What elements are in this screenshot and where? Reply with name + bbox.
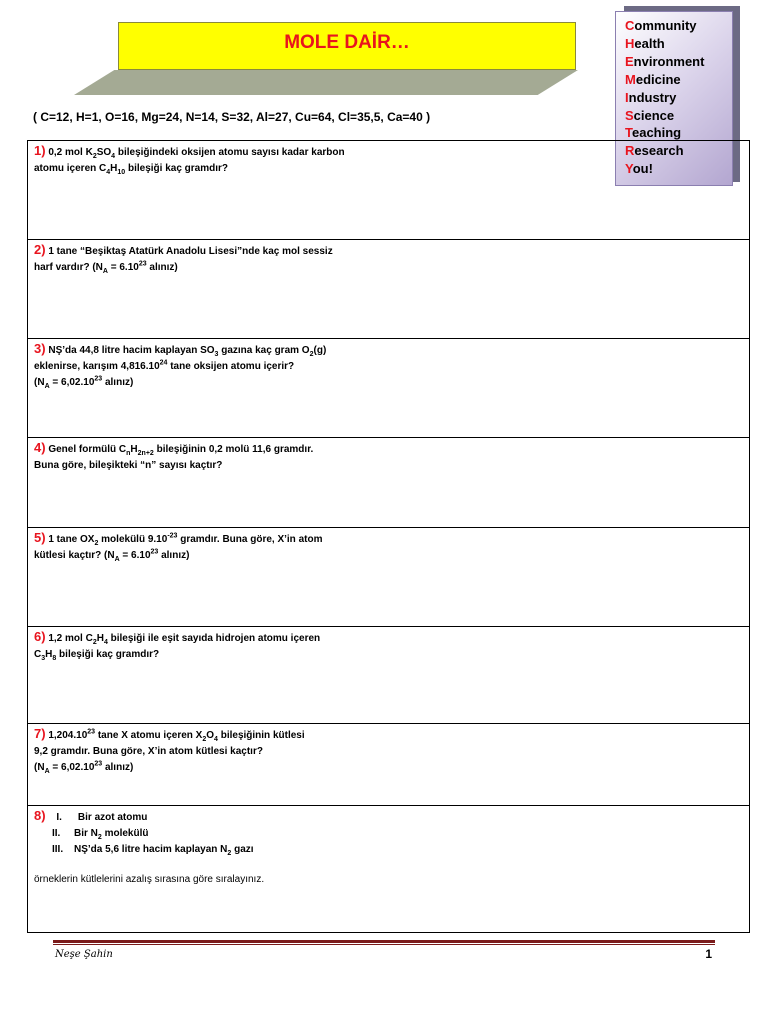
question-number: 1): [34, 143, 46, 158]
acronym-word: Research: [625, 143, 684, 159]
question-box-3: [27, 338, 750, 438]
question-text-8: [34, 808, 434, 888]
question-box-6: [27, 626, 750, 724]
page-title: MOLE DAİR…: [284, 32, 410, 53]
acronym-word: Community: [625, 18, 697, 33]
question-box-4: [27, 437, 750, 528]
atomic-masses-line: ( C=12, H=1, O=16, Mg=24, N=14, S=32, Al=27, Cu=64, Cl=35,5, Ca=40 ): [33, 110, 431, 124]
acronym-word: Science: [625, 107, 675, 123]
question-8-header: 8) I. Bir azot atomu: [34, 808, 148, 823]
title-banner: [118, 22, 576, 70]
question-text-7: 7) 1,204.10$^{23}$ tane X atomu içeren $X_2O_4$ bileşiğinin kütlesi 9,2 gramdır. Buna göre, X’in atom kütlesi kaçtır? ($N_A = 6,02.10^{23}$ alınız): [34, 726, 305, 775]
question-number: 4): [34, 440, 46, 455]
acronym-word: Health: [625, 35, 665, 51]
question-8-instruction: örneklerin kütlelerini azalış sırasına göre sıralayınız.: [34, 874, 265, 885]
page-number: 1: [705, 947, 712, 961]
question-number: 6): [34, 629, 46, 644]
acronym-word: You!: [625, 161, 653, 177]
footer-rule-thin: [53, 944, 715, 945]
question-box-7: [27, 723, 750, 806]
question-text-2: 2) 1 tane “Beşiktaş Atatürk Anadolu Lisesi”nde kaç mol sessiz harf vardır? ($N_A = 6.10^{23}$ alınız): [34, 242, 333, 275]
question-text-5: 5) 1 tane $OX_2$ molekülü $9.10^{-23}$ gramdır. Buna göre, X’in atom kütlesi kaçtır? ($N_A = 6.10^{23}$ alınız): [34, 530, 323, 563]
question-box-1: [27, 140, 750, 240]
question-text-4: 4) Genel formülü $C_nH_{2n+2}$ bileşiğinin 0,2 molü 11,6 gramdır. Buna göre, bileşikteki “n” sayısı kaçtır?: [34, 440, 314, 471]
question-number: 3): [34, 341, 46, 356]
banner-shadow: [74, 70, 578, 95]
list-item-2: II. Bir $N_2$ molekülü: [52, 828, 149, 841]
list-item-3: III. NŞ’da 5,6 litre hacim kaplayan $N_2$ gazı: [52, 844, 254, 857]
question-number: 8): [34, 808, 46, 823]
question-box-2: [27, 239, 750, 339]
question-text-3: 3) NŞ’da 44,8 litre hacim kaplayan $SO_3$ gazına kaç gram $O_2(g)$ eklenirse, karışım 4,816.10$^{24}$ tane oksijen atomu içerir? ($N_A = 6,02.10^{23}$ alınız): [34, 341, 327, 390]
author-signature: Neşe Şahin: [55, 949, 113, 960]
question-number: 5): [34, 530, 46, 545]
acronym-word: Teaching: [625, 125, 682, 141]
question-number: 2): [34, 242, 46, 257]
acronym-word: Industry: [625, 89, 677, 105]
question-box-8: [27, 805, 750, 933]
acronym-word: Environment: [625, 53, 705, 69]
footer-rule: [53, 940, 715, 943]
question-number: 7): [34, 726, 46, 741]
question-text-6: 6) 1,2 mol $C_2H_4$ bileşiği ile eşit sayıda hidrojen atomu içeren $C_3H_8$ bileşiği kaç gramdır?: [34, 629, 321, 662]
question-box-5: [27, 527, 750, 627]
acronym-word: Medicine: [625, 71, 681, 87]
question-text-1: 1) 0,2 mol $K_2SO_4$ bileşiğindeki oksijen atomu sayısı kadar karbon atomu içeren $C_4H_{10}$ bileşiği kaç gramdır?: [34, 143, 345, 176]
